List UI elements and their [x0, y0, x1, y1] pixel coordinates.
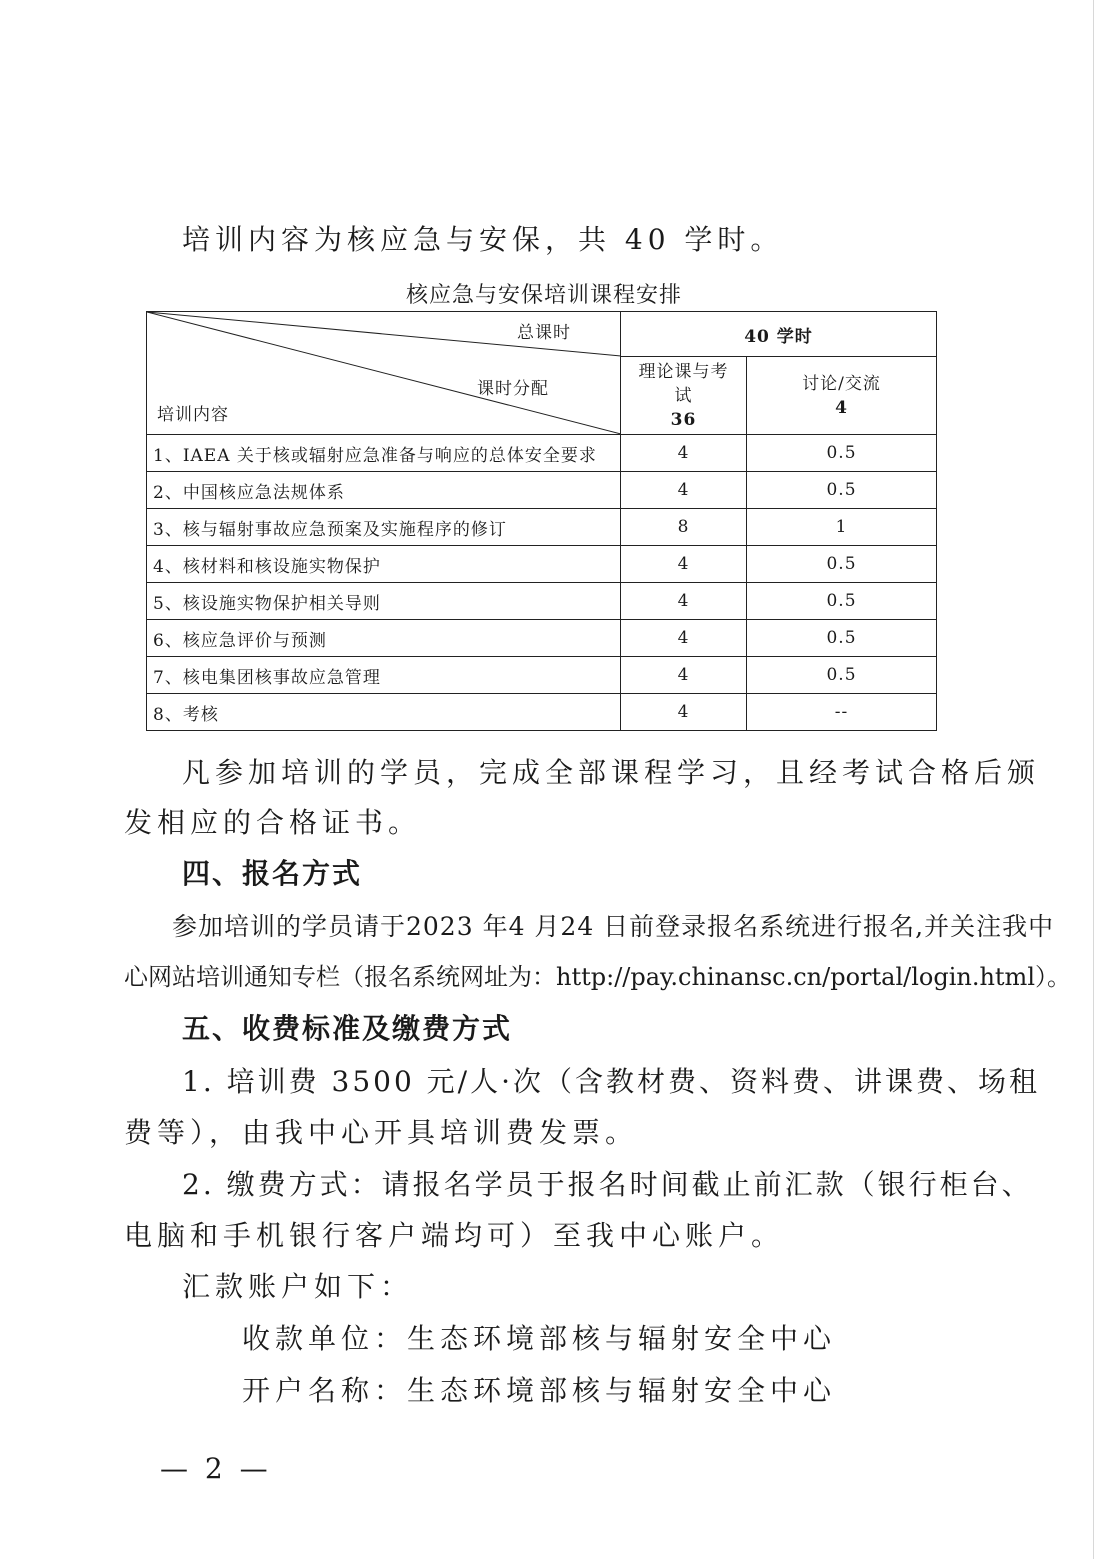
- discussion-hours-cell: 0.5: [747, 620, 937, 657]
- diag-split-label: 课时分配: [477, 379, 549, 399]
- payee-line: 收款单位：生态环境部核与辐射安全中心: [242, 1322, 837, 1355]
- diag-total-label: 总课时: [517, 323, 571, 343]
- theory-header-line2: 试: [674, 385, 693, 406]
- theory-hours-cell: 4: [621, 620, 747, 657]
- account-name-line: 开户名称：生态环境部核与辐射安全中心: [242, 1374, 837, 1407]
- course-item: 4、核材料和核设施实物保护: [147, 546, 621, 583]
- discussion-hours-cell: --: [747, 694, 937, 731]
- theory-hours-cell: 8: [621, 509, 747, 546]
- course-item: 5、核设施实物保护相关导则: [147, 583, 621, 620]
- table-caption: 核应急与安保培训课程安排: [405, 283, 682, 308]
- scan-edge-line: [1093, 0, 1094, 1559]
- account-intro: 汇款账户如下：: [182, 1270, 414, 1303]
- course-schedule-table: [146, 311, 937, 731]
- theory-hours-cell: 4: [621, 694, 747, 731]
- diag-content-label: 培训内容: [157, 405, 229, 425]
- theory-hours-cell: 4: [621, 435, 747, 472]
- course-item: 8、考核: [147, 694, 621, 731]
- table-row: [147, 472, 937, 509]
- certificate-text-line1: 凡参加培训的学员，完成全部课程学习，且经考试合格后颁: [182, 756, 1041, 789]
- course-item: 3、核与辐射事故应急预案及实施程序的修订: [147, 509, 621, 546]
- intro-text: 培训内容为核应急与安保，共 40 学时。: [182, 223, 784, 256]
- theory-column-header: [621, 357, 747, 435]
- payment-text-line2: 电脑和手机银行客户端均可）至我中心账户。: [124, 1219, 785, 1252]
- discussion-header-label: 讨论/交流: [802, 373, 881, 394]
- table-row: [147, 509, 937, 546]
- theory-hours-cell: 4: [621, 657, 747, 694]
- table-row: [147, 657, 937, 694]
- table-row: [147, 435, 937, 472]
- total-hours-header: 40 学时: [621, 312, 937, 357]
- course-item: 2、中国核应急法规体系: [147, 472, 621, 509]
- page-number: — 2 —: [160, 1452, 272, 1485]
- discussion-hours-cell: 0.5: [747, 583, 937, 620]
- table-row: [147, 694, 937, 731]
- theory-hours-cell: 4: [621, 472, 747, 509]
- discussion-hours: 4: [835, 397, 848, 418]
- discussion-hours-cell: 1: [747, 509, 937, 546]
- discussion-hours-cell: 0.5: [747, 435, 937, 472]
- theory-hours: 36: [670, 409, 697, 430]
- discussion-hours-cell: 0.5: [747, 546, 937, 583]
- section-4-text-line2: 心网站培训通知专栏（报名系统网址为：http://pay.chinansc.cn/portal/login.html）。: [124, 963, 1071, 991]
- discussion-hours-cell: 0.5: [747, 472, 937, 509]
- certificate-text-line2: 发相应的合格证书。: [124, 806, 422, 839]
- table-row: [147, 583, 937, 620]
- course-item: 1、IAEA 关于核或辐射应急准备与响应的总体安全要求: [147, 435, 621, 472]
- table-row: [147, 620, 937, 657]
- discussion-hours-cell: 0.5: [747, 657, 937, 694]
- payment-text-line1: 2. 缴费方式：请报名学员于报名时间截止前汇款（银行柜台、: [182, 1168, 1033, 1201]
- theory-hours-cell: 4: [621, 546, 747, 583]
- course-item: 6、核应急评价与预测: [147, 620, 621, 657]
- section-4-text-line1: 参加培训的学员请于2023 年4 月24 日前登录报名系统进行报名,并关注我中: [172, 912, 1055, 941]
- diagonal-header-cell: [147, 312, 621, 435]
- fee-text-line2: 费等），由我中心开具培训费发票。: [124, 1116, 639, 1149]
- course-item: 7、核电集团核事故应急管理: [147, 657, 621, 694]
- table-row: [147, 546, 937, 583]
- fee-text-line1: 1. 培训费 3500 元/人·次（含教材费、资料费、讲课费、场租: [182, 1065, 1041, 1098]
- theory-hours-cell: 4: [621, 583, 747, 620]
- theory-header-line1: 理论课与考: [638, 361, 729, 382]
- section-5-title: 五、收费标准及缴费方式: [182, 1012, 513, 1045]
- discussion-column-header: [747, 357, 937, 435]
- section-4-title: 四、报名方式: [182, 857, 363, 890]
